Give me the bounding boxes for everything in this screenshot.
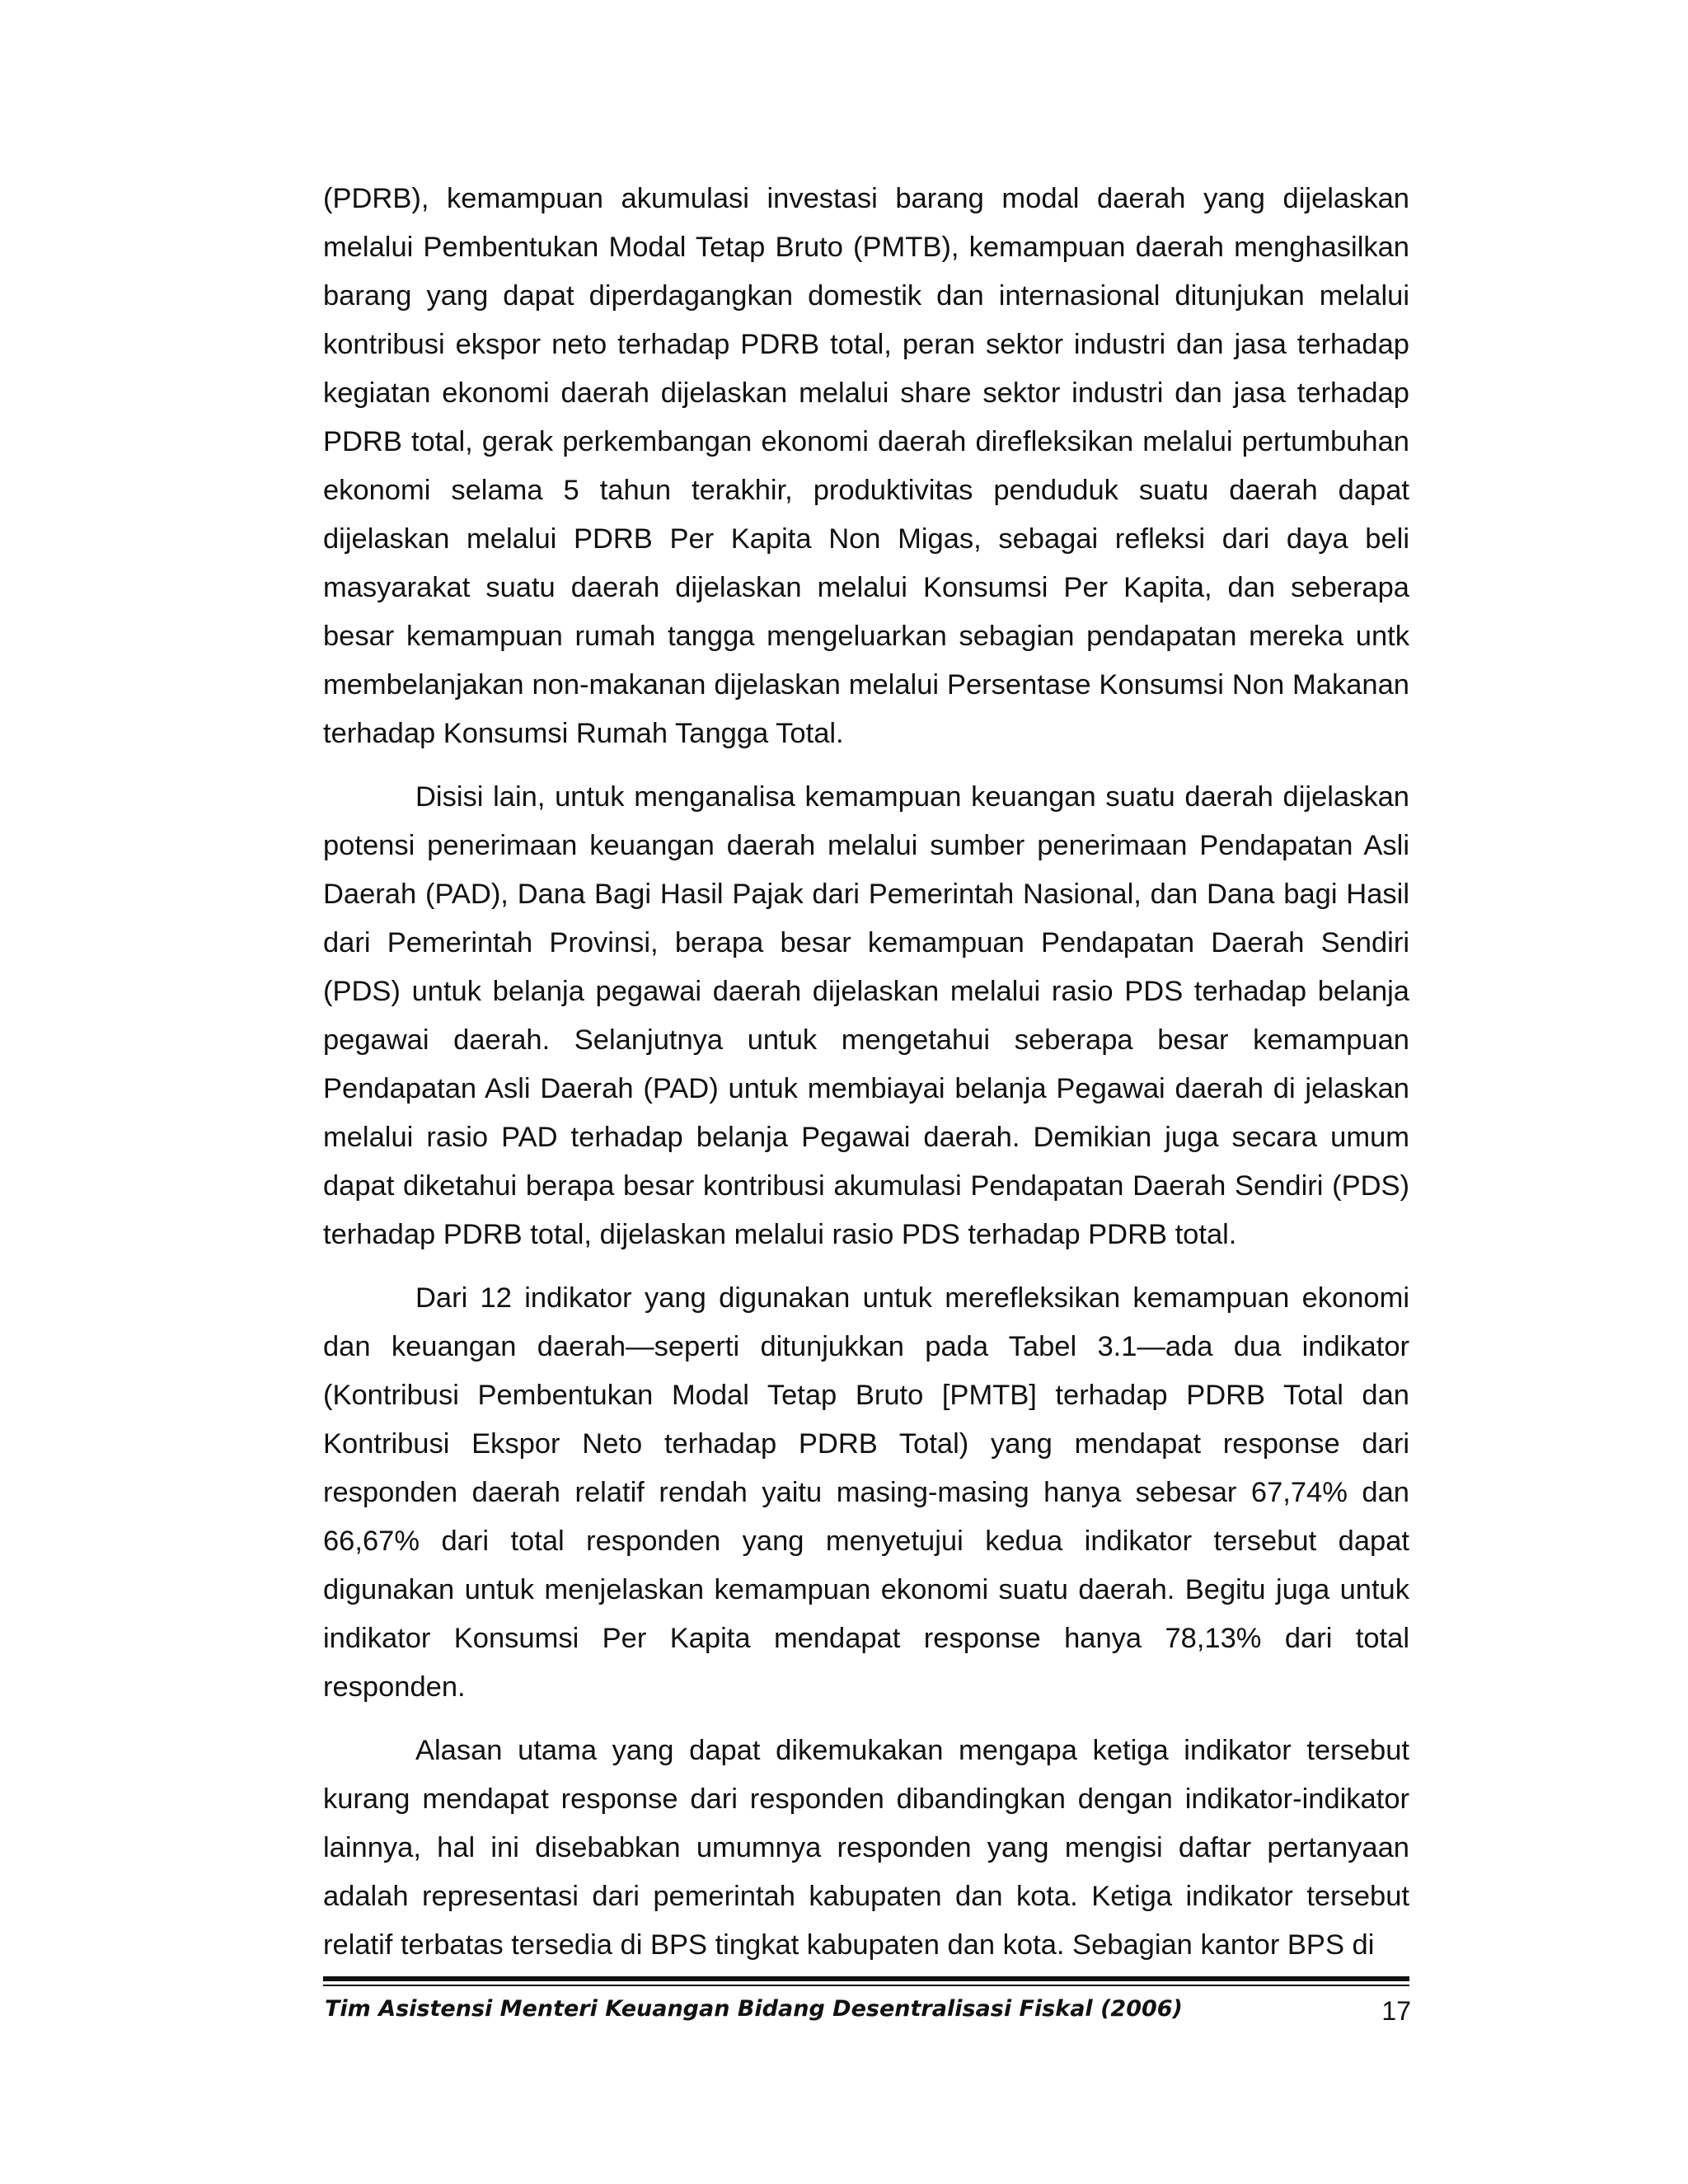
paragraph-4: Alasan utama yang dapat dikemukakan mengapa ketiga indikator tersebut kurang mendapat response dari responden dibandingkan dengan indikator-indikator lainnya, hal ini disebabkan umumnya responden yang mengisi daftar pertanyaan adalah representasi dari pemerintah kabupaten dan kota. Ketiga indikator tersebut relatif terbatas tersedia di BPS tingkat kabupaten dan kota. Sebagian kantor BPS di — [323, 1735, 1409, 1961]
paragraph-2: Disisi lain, untuk menganalisa kemampuan keuangan suatu daerah dijelaskan potensi penerimaan keuangan daerah melalui sumber penerimaan Pendapatan Asli Daerah (PAD), Dana Bagi Hasil Pajak dari Pemerintah Nasional, dan Dana bagi Hasil dari Pemerintah Provinsi, berapa besar kemampuan Pendapatan Daerah Sendiri (PDS) untuk belanja pegawai daerah dijelaskan melalui rasio PDS terhadap belanja pegawai daerah. Selanjutnya untuk mengetahui seberapa besar kemampuan Pendapatan Asli Daerah (PAD) untuk membiayai belanja Pegawai daerah di jelaskan melalui rasio PAD terhadap belanja Pegawai daerah. Demikian juga secara umum dapat diketahui berapa besar kontribusi akumulasi Pendapatan Daerah Sendiri (PDS) terhadap PDRB total, dijelaskan melalui rasio PDS terhadap PDRB total. — [323, 781, 1409, 1250]
footer-credit: Tim Asistensi Menteri Keuangan Bidang Desentralisasi Fiskal (2006) — [325, 1996, 1183, 2022]
footer-divider-thin — [323, 1985, 1409, 1986]
footer-divider-thick — [323, 1976, 1409, 1981]
page-number: 17 — [1381, 1996, 1411, 2026]
paragraph-3: Dari 12 indikator yang digunakan untuk merefleksikan kemampuan ekonomi dan keuangan daerah—seperti ditunjukkan pada Tabel 3.1—ada dua indikator (Kontribusi Pembentukan Modal Tetap Bruto [PMTB] terhadap PDRB Total dan Kontribusi Ekspor Neto terhadap PDRB Total) yang mendapat response dari responden daerah relatif rendah yaitu masing-masing hanya sebesar 67,74% dan 66,67% dari total responden yang menyetujui kedua indikator tersebut dapat digunakan untuk menjelaskan kemampuan ekonomi suatu daerah. Begitu juga untuk indikator Konsumsi Per Kapita mendapat response hanya 78,13% dari total responden. — [323, 1282, 1409, 1703]
paragraph-1: (PDRB), kemampuan akumulasi investasi barang modal daerah yang dijelaskan melalui Pembentukan Modal Tetap Bruto (PMTB), kemampuan daerah menghasilkan barang yang dapat diperdagangkan domestik dan internasional ditunjukan melalui kontribusi ekspor neto terhadap PDRB total, peran sektor industri dan jasa terhadap kegiatan ekonomi daerah dijelaskan melalui share sektor industri dan jasa terhadap PDRB total, gerak perkembangan ekonomi daerah direfleksikan melalui pertumbuhan ekonomi selama 5 tahun terakhir, produktivitas penduduk suatu daerah dapat dijelaskan melalui PDRB Per Kapita Non Migas, sebagai refleksi dari daya beli masyarakat suatu daerah dijelaskan melalui Konsumsi Per Kapita, dan seberapa besar kemampuan rumah tangga mengeluarkan sebagian pendapatan mereka untk membelanjakan non-makanan dijelaskan melalui Persentase Konsumsi Non Makanan terhadap Konsumsi Rumah Tangga Total. — [323, 183, 1409, 749]
document-body — [323, 175, 1409, 1985]
